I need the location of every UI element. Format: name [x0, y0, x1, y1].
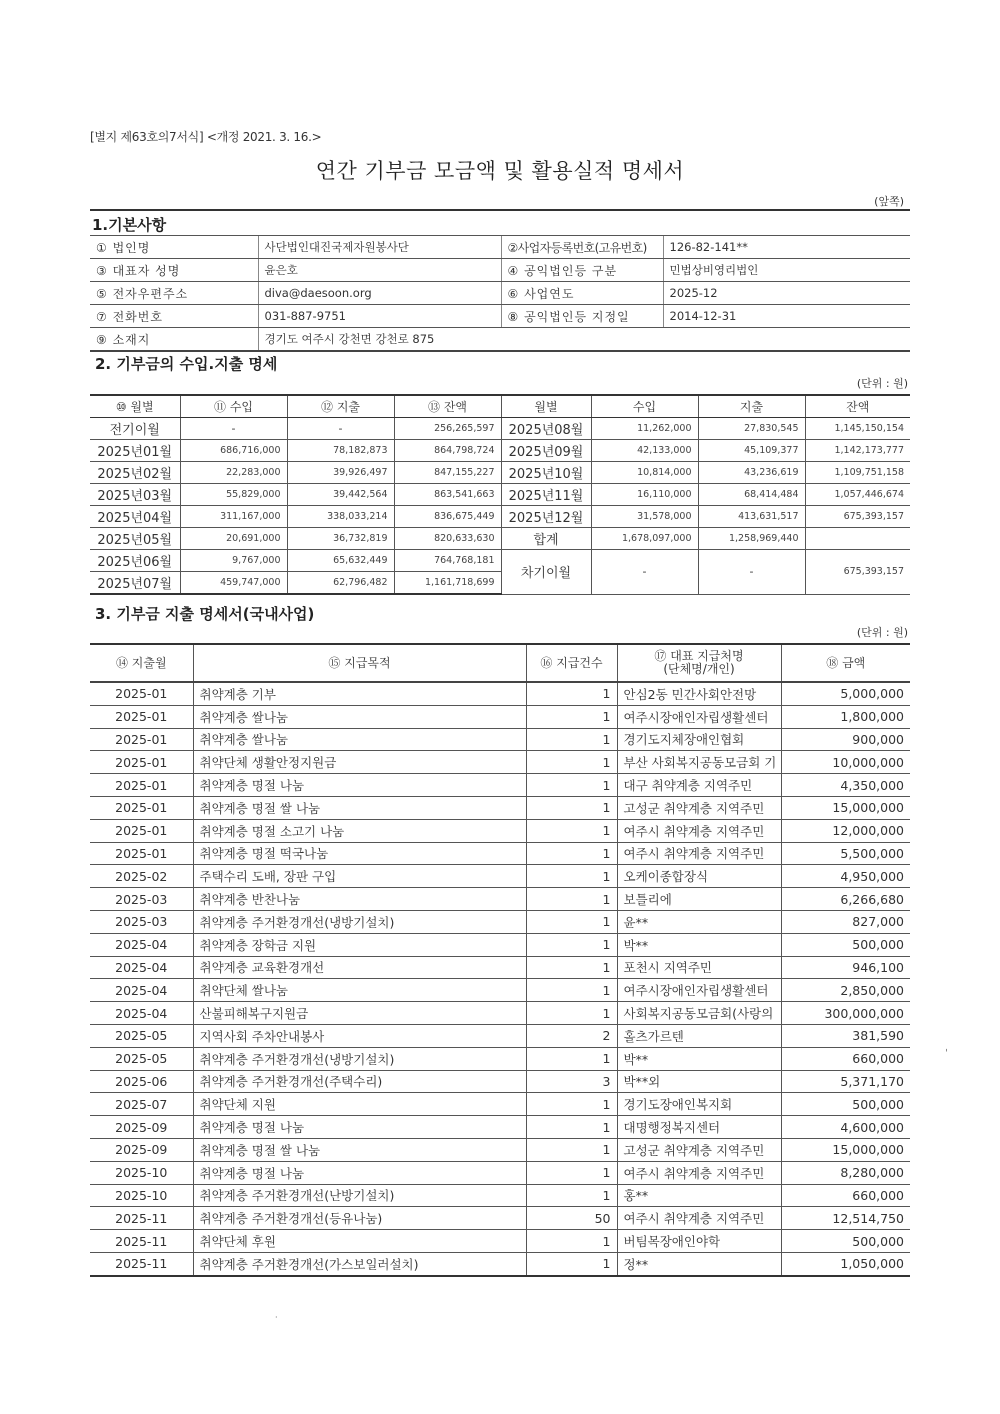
income-cell: 11,262,000 [591, 418, 698, 440]
amount-cell: 500,000 [781, 933, 910, 956]
expense-cell: - [287, 418, 394, 440]
count-cell: 1 [526, 705, 617, 728]
purpose-cell: 취약단체 생활안정지원금 [193, 751, 526, 774]
balance-cell: 1,057,446,674 [805, 484, 910, 506]
col-count: ⑯ 지급건수 [526, 644, 617, 682]
month-cell: 2025년02월 [90, 462, 180, 484]
table-row [90, 1093, 910, 1116]
table-row [90, 705, 910, 728]
income-cell: 9,767,000 [180, 550, 287, 572]
carry-forward-label: 차기이월 [501, 550, 591, 595]
info-row [90, 328, 910, 352]
expense-cell: 45,109,377 [698, 440, 805, 462]
amount-cell: 15,000,000 [781, 1138, 910, 1161]
income-cell: 20,691,000 [180, 528, 287, 550]
table-row [90, 1070, 910, 1093]
month-cell: 2025-07 [90, 1093, 193, 1116]
purpose-cell: 취약계층 주거환경개선(가스보일러설치) [193, 1252, 526, 1275]
month-cell: 2025년01월 [90, 440, 180, 462]
count-cell: 1 [526, 1230, 617, 1253]
label-designation-date: ⑧ 공익법인등 지정일 [501, 305, 663, 328]
recipient-cell: 박**외 [617, 1070, 781, 1093]
purpose-cell: 취약계층 명절 나눔 [193, 1116, 526, 1139]
month-cell: 2025년04월 [90, 506, 180, 528]
count-cell: 1 [526, 865, 617, 888]
table-row [90, 774, 910, 797]
balance-cell: 1,145,150,154 [805, 418, 910, 440]
count-cell: 1 [526, 979, 617, 1002]
purpose-cell: 취약계층 주거환경개선(냉방기설치) [193, 910, 526, 933]
purpose-cell: 주택수리 도배, 장판 구입 [193, 865, 526, 888]
count-cell: 1 [526, 842, 617, 865]
table-row [90, 819, 910, 842]
amount-cell: 500,000 [781, 1230, 910, 1253]
section3-title: 3. 기부금 지출 명세서(국내사업) [95, 605, 315, 623]
balance-cell: 256,265,597 [394, 418, 501, 440]
recipient-cell: 윤** [617, 910, 781, 933]
recipient-cell: 버팀목장애인야학 [617, 1230, 781, 1253]
amount-cell: 1,800,000 [781, 705, 910, 728]
amount-cell: 827,000 [781, 910, 910, 933]
count-cell: 1 [526, 774, 617, 797]
expense-cell: 68,414,484 [698, 484, 805, 506]
count-cell: 1 [526, 1047, 617, 1070]
month-cell: 2025-09 [90, 1116, 193, 1139]
table-row [90, 910, 910, 933]
col-expense-2: 지출 [698, 395, 805, 418]
balance-cell: 847,155,227 [394, 462, 501, 484]
table-row [90, 888, 910, 911]
label-phone: ⑦ 전화번호 [90, 305, 258, 328]
month-cell: 2025년09월 [501, 440, 591, 462]
count-cell: 1 [526, 1116, 617, 1139]
col-month: ⑩ 월별 [90, 395, 180, 418]
expense-cell: 27,830,545 [698, 418, 805, 440]
col-purpose: ⑮ 지급목적 [193, 644, 526, 682]
col-recipient-line2: (단체명/개인) [663, 662, 735, 676]
value-corp-type: 민법상비영리법인 [663, 259, 910, 282]
recipient-cell: 대명행정복지센터 [617, 1116, 781, 1139]
value-corp-name: 사단법인대진국제자원봉사단 [258, 236, 501, 259]
income-cell: - [180, 418, 287, 440]
month-cell: 2025-10 [90, 1184, 193, 1207]
count-cell: 1 [526, 888, 617, 911]
amount-cell: 4,950,000 [781, 865, 910, 888]
purpose-cell: 취약계층 주거환경개선(등유나눔) [193, 1207, 526, 1230]
recipient-cell: 박** [617, 1047, 781, 1070]
recipient-cell: 여주시 취약계층 지역주민 [617, 1161, 781, 1184]
income-cell: 16,110,000 [591, 484, 698, 506]
recipient-cell: 여주시 취약계층 지역주민 [617, 842, 781, 865]
month-cell: 2025-01 [90, 728, 193, 751]
month-cell: 2025-01 [90, 682, 193, 705]
label-corp-type: ④ 공익법인등 구분 [501, 259, 663, 282]
recipient-cell: 고성군 취약계층 지역주민 [617, 796, 781, 819]
label-representative: ③ 대표자 성명 [90, 259, 258, 282]
month-cell: 2025-05 [90, 1024, 193, 1047]
month-cell: 2025-11 [90, 1252, 193, 1275]
recipient-cell: 부산 사회복지공동모금회 기 [617, 751, 781, 774]
purpose-cell: 취약계층 명절 소고기 나눔 [193, 819, 526, 842]
divider [90, 209, 910, 211]
purpose-cell: 취약계층 명절 떡국나눔 [193, 842, 526, 865]
purpose-cell: 취약계층 교육환경개선 [193, 956, 526, 979]
value-email: diva@daesoon.org [258, 282, 501, 305]
count-cell: 1 [526, 682, 617, 705]
month-cell: 2025-06 [90, 1070, 193, 1093]
purpose-cell: 취약계층 주거환경개선(냉방기설치) [193, 1047, 526, 1070]
month-cell: 2025-01 [90, 774, 193, 797]
scan-dot: · [275, 1313, 278, 1322]
income-cell: 311,167,000 [180, 506, 287, 528]
count-cell: 1 [526, 1184, 617, 1207]
header-row [90, 644, 910, 682]
month-cell: 2025-11 [90, 1207, 193, 1230]
balance-cell: 1,142,173,777 [805, 440, 910, 462]
page-side-label: (앞쪽) [874, 195, 904, 208]
month-cell: 2025-01 [90, 705, 193, 728]
recipient-cell: 여주시장애인자립생활센터 [617, 979, 781, 1002]
month-cell: 2025-11 [90, 1230, 193, 1253]
recipient-cell: 여주시장애인자립생활센터 [617, 705, 781, 728]
table-row [90, 1002, 910, 1025]
info-row [90, 282, 910, 305]
table-row [90, 865, 910, 888]
month-cell: 2025-01 [90, 751, 193, 774]
table-row [90, 842, 910, 865]
col-balance-2: 잔액 [805, 395, 910, 418]
info-row [90, 236, 910, 259]
amount-cell: 10,000,000 [781, 751, 910, 774]
count-cell: 1 [526, 1138, 617, 1161]
month-cell: 2025년06월 [90, 550, 180, 572]
purpose-cell: 취약계층 쌀나눔 [193, 705, 526, 728]
month-cell: 2025-02 [90, 865, 193, 888]
balance-cell: 764,768,181 [394, 550, 501, 572]
label-corp-name: ① 법인명 [90, 236, 258, 259]
table-row [90, 751, 910, 774]
recipient-cell: 홀츠가르텐 [617, 1024, 781, 1047]
amount-cell: 5,371,170 [781, 1070, 910, 1093]
document-title: 연간 기부금 모금액 및 활용실적 명세서 [315, 159, 685, 183]
amount-cell: 1,050,000 [781, 1252, 910, 1275]
table-row [90, 1024, 910, 1047]
count-cell: 50 [526, 1207, 617, 1230]
amount-cell: 2,850,000 [781, 979, 910, 1002]
amount-cell: 4,600,000 [781, 1116, 910, 1139]
month-cell: 2025-04 [90, 1002, 193, 1025]
purpose-cell: 취약계층 주거환경개선(난방기설치) [193, 1184, 526, 1207]
amount-cell: 5,000,000 [781, 682, 910, 705]
month-cell: 2025년05월 [90, 528, 180, 550]
amount-cell: 381,590 [781, 1024, 910, 1047]
expense-cell: 413,631,517 [698, 506, 805, 528]
expense-cell: 78,182,873 [287, 440, 394, 462]
count-cell: 1 [526, 751, 617, 774]
month-cell: 전기이월 [90, 418, 180, 440]
info-row [90, 305, 910, 328]
purpose-cell: 취약계층 쌀나눔 [193, 728, 526, 751]
count-cell: 2 [526, 1024, 617, 1047]
value-business-year: 2025-12 [663, 282, 910, 305]
count-cell: 1 [526, 956, 617, 979]
amount-cell: 4,350,000 [781, 774, 910, 797]
col-income: ⑪ 수입 [180, 395, 287, 418]
carry-forward-income: - [591, 550, 698, 595]
count-cell: 1 [526, 1093, 617, 1116]
col-income-2: 수입 [591, 395, 698, 418]
amount-cell: 900,000 [781, 728, 910, 751]
count-cell: 1 [526, 1002, 617, 1025]
table-row [90, 1252, 910, 1275]
month-cell: 2025년07월 [90, 572, 180, 595]
month-cell: 2025-05 [90, 1047, 193, 1070]
count-cell: 3 [526, 1070, 617, 1093]
amount-cell: 8,280,000 [781, 1161, 910, 1184]
income-cell: 31,578,000 [591, 506, 698, 528]
recipient-cell: 대구 취약계층 지역주민 [617, 774, 781, 797]
table-row [90, 1207, 910, 1230]
count-cell: 1 [526, 910, 617, 933]
month-cell: 2025-03 [90, 888, 193, 911]
balance-cell: 1,109,751,158 [805, 462, 910, 484]
expense-cell: 39,926,497 [287, 462, 394, 484]
expense-cell: 62,796,482 [287, 572, 394, 595]
purpose-cell: 지역사회 주차안내봉사 [193, 1024, 526, 1047]
balance-cell: 864,798,724 [394, 440, 501, 462]
count-cell: 1 [526, 1252, 617, 1275]
amount-cell: 660,000 [781, 1184, 910, 1207]
expense-cell: 338,033,214 [287, 506, 394, 528]
col-recipient [617, 644, 781, 682]
table-row [90, 1161, 910, 1184]
col-month-2: 월별 [501, 395, 591, 418]
balance-cell: 836,675,449 [394, 506, 501, 528]
count-cell: 1 [526, 728, 617, 751]
balance-cell: 675,393,157 [805, 506, 910, 528]
month-cell: 2025년12월 [501, 506, 591, 528]
amount-cell: 12,000,000 [781, 819, 910, 842]
amount-cell: 946,100 [781, 956, 910, 979]
income-expense-table [90, 394, 910, 595]
recipient-cell: 고성군 취약계층 지역주민 [617, 1138, 781, 1161]
value-location: 경기도 여주시 강천면 강천로 875 [258, 328, 910, 352]
amount-cell: 12,514,750 [781, 1207, 910, 1230]
label-business-year: ⑥ 사업연도 [501, 282, 663, 305]
purpose-cell: 취약단체 쌀나눔 [193, 979, 526, 1002]
col-recipient-line1: ⑰ 대표 지급처명 [654, 649, 744, 663]
month-cell: 2025-01 [90, 819, 193, 842]
income-cell: 686,716,000 [180, 440, 287, 462]
income-cell: 55,829,000 [180, 484, 287, 506]
table-row [90, 484, 910, 506]
amount-cell: 660,000 [781, 1047, 910, 1070]
expense-cell: 65,632,449 [287, 550, 394, 572]
table-row [90, 506, 910, 528]
table-row [90, 796, 910, 819]
amount-cell: 300,000,000 [781, 1002, 910, 1025]
value-designation-date: 2014-12-31 [663, 305, 910, 328]
amount-cell: 5,500,000 [781, 842, 910, 865]
total-balance-cell [805, 528, 910, 550]
month-cell: 2025-04 [90, 933, 193, 956]
balance-cell: 1,161,718,699 [394, 572, 501, 595]
table-row [90, 440, 910, 462]
scan-mark: ˌ [945, 1042, 948, 1053]
recipient-cell: 사회복지공동모금회(사랑의 [617, 1002, 781, 1025]
purpose-cell: 산불피해복구지원금 [193, 1002, 526, 1025]
purpose-cell: 취약계층 명절 쌀 나눔 [193, 1138, 526, 1161]
amount-cell: 15,000,000 [781, 796, 910, 819]
label-business-number: ②사업자등록번호(고유번호) [501, 236, 663, 259]
col-balance: ⑬ 잔액 [394, 395, 501, 418]
count-cell: 1 [526, 819, 617, 842]
month-cell: 2025년10월 [501, 462, 591, 484]
table-row [90, 728, 910, 751]
purpose-cell: 취약계층 장학금 지원 [193, 933, 526, 956]
recipient-cell: 경기도장애인복지회 [617, 1093, 781, 1116]
month-cell: 2025-10 [90, 1161, 193, 1184]
info-row [90, 259, 910, 282]
value-representative: 윤은호 [258, 259, 501, 282]
recipient-cell: 홍** [617, 1184, 781, 1207]
section1-title: 1.기본사항 [92, 216, 167, 234]
recipient-cell: 정** [617, 1252, 781, 1275]
section2-unit: (단위 : 원) [856, 377, 908, 390]
table-row [90, 1116, 910, 1139]
recipient-cell: 포천시 지역주민 [617, 956, 781, 979]
table-row [90, 956, 910, 979]
table-row [90, 933, 910, 956]
table-row [90, 418, 910, 440]
col-expense: ⑫ 지출 [287, 395, 394, 418]
purpose-cell: 취약계층 명절 쌀 나눔 [193, 796, 526, 819]
recipient-cell: 박** [617, 933, 781, 956]
balance-cell: 820,633,630 [394, 528, 501, 550]
form-number: [별지 제63호의7서식] <개정 2021. 3. 16.> [90, 130, 322, 144]
carry-forward-balance: 675,393,157 [805, 550, 910, 595]
recipient-cell: 오케이종합장식 [617, 865, 781, 888]
count-cell: 1 [526, 933, 617, 956]
purpose-cell: 취약단체 지원 [193, 1093, 526, 1116]
table-row [90, 1184, 910, 1207]
section3-unit: (단위 : 원) [856, 626, 908, 639]
total-income-cell: 1,678,097,000 [591, 528, 698, 550]
month-cell: 2025-01 [90, 796, 193, 819]
month-cell: 2025년08월 [501, 418, 591, 440]
month-cell: 2025-09 [90, 1138, 193, 1161]
table-row [90, 1230, 910, 1253]
month-cell: 2025-04 [90, 979, 193, 1002]
income-cell: 10,814,000 [591, 462, 698, 484]
amount-cell: 6,266,680 [781, 888, 910, 911]
header-row [90, 395, 910, 418]
expense-cell: 36,732,819 [287, 528, 394, 550]
table-row [90, 682, 910, 705]
total-expense-cell: 1,258,969,440 [698, 528, 805, 550]
purpose-cell: 취약계층 주거환경개선(주택수리) [193, 1070, 526, 1093]
recipient-cell: 보틀리에 [617, 888, 781, 911]
amount-cell: 500,000 [781, 1093, 910, 1116]
purpose-cell: 취약계층 명절 나눔 [193, 1161, 526, 1184]
month-cell: 2025-01 [90, 842, 193, 865]
income-cell: 42,133,000 [591, 440, 698, 462]
expense-cell: 43,236,619 [698, 462, 805, 484]
purpose-cell: 취약계층 명절 나눔 [193, 774, 526, 797]
table-row [90, 1047, 910, 1070]
recipient-cell: 안심2동 민간사회안전망 [617, 682, 781, 705]
label-location: ⑨ 소재지 [90, 328, 258, 352]
purpose-cell: 취약단체 후원 [193, 1230, 526, 1253]
month-cell: 2025년03월 [90, 484, 180, 506]
table-row [90, 550, 910, 572]
purpose-cell: 취약계층 기부 [193, 682, 526, 705]
total-label-cell: 합계 [501, 528, 591, 550]
count-cell: 1 [526, 1161, 617, 1184]
expense-cell: 39,442,564 [287, 484, 394, 506]
carry-forward-expense: - [698, 550, 805, 595]
month-cell: 2025-03 [90, 910, 193, 933]
expenditure-table [90, 643, 910, 1277]
table-row [90, 528, 910, 550]
month-cell: 2025년11월 [501, 484, 591, 506]
table-row [90, 979, 910, 1002]
table-row [90, 462, 910, 484]
table-row [90, 1138, 910, 1161]
value-business-number: 126-82-141** [663, 236, 910, 259]
recipient-cell: 경기도지체장애인협회 [617, 728, 781, 751]
label-email: ⑤ 전자우편주소 [90, 282, 258, 305]
col-amount: ⑱ 금액 [781, 644, 910, 682]
recipient-cell: 여주시 취약계층 지역주민 [617, 819, 781, 842]
basic-info-table [90, 235, 910, 352]
col-expense-month: ⑭ 지출월 [90, 644, 193, 682]
section2-title: 2. 기부금의 수입.지출 명세 [95, 355, 278, 373]
income-cell: 22,283,000 [180, 462, 287, 484]
value-phone: 031-887-9751 [258, 305, 501, 328]
purpose-cell: 취약계층 반찬나눔 [193, 888, 526, 911]
balance-cell: 863,541,663 [394, 484, 501, 506]
count-cell: 1 [526, 796, 617, 819]
income-cell: 459,747,000 [180, 572, 287, 595]
month-cell: 2025-04 [90, 956, 193, 979]
recipient-cell: 여주시 취약계층 지역주민 [617, 1207, 781, 1230]
